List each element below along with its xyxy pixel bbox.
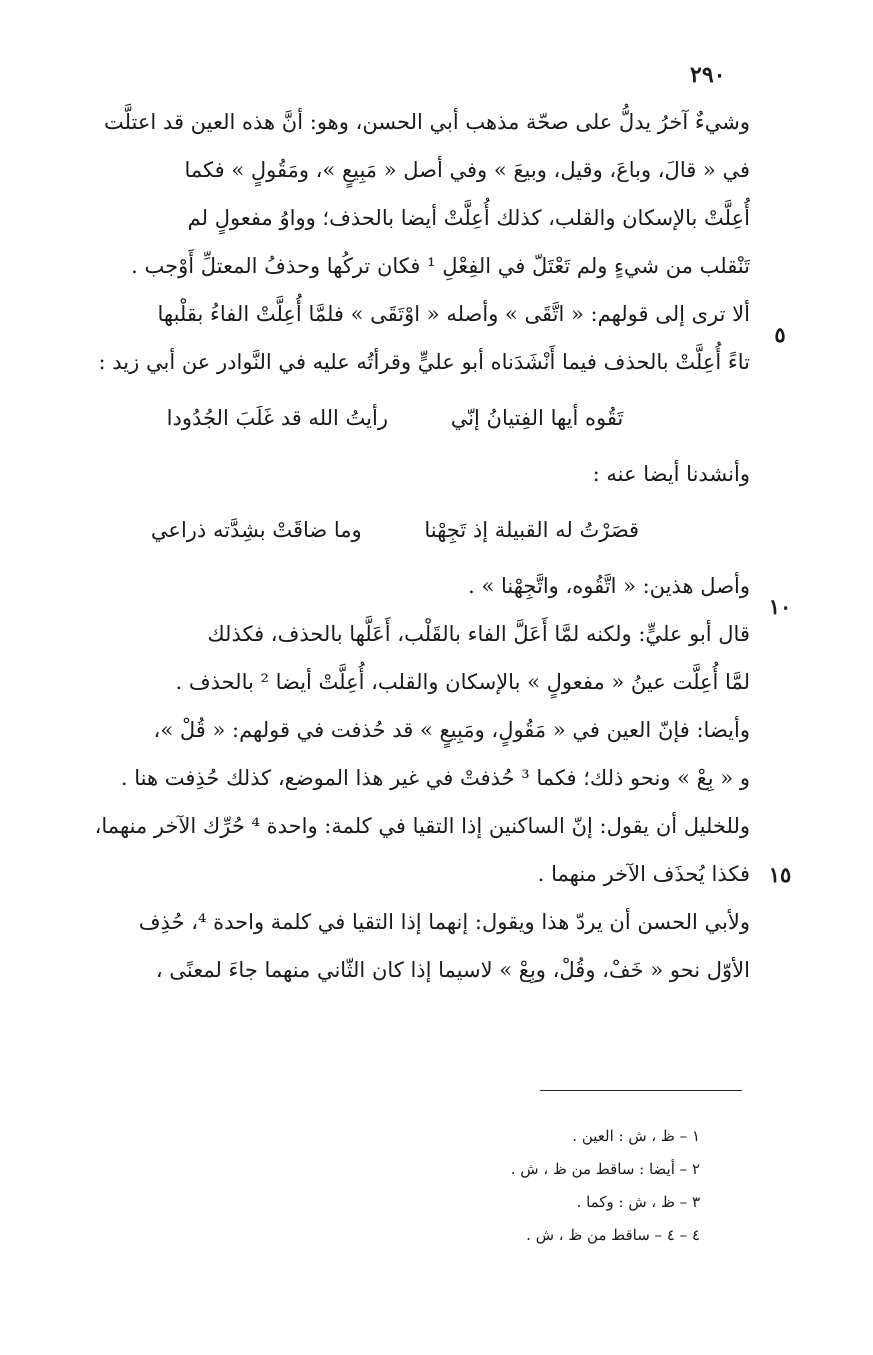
footnote-1: ١ – ظ ، ش : العين . — [572, 1127, 700, 1145]
verse-2 — [40, 498, 750, 562]
text-line: وشيءٌ آخرُ يدلُّ على صحّة مذهب أبي الحسن، وهو: أنَّ هذه العين قد اعتلَّت — [103, 110, 750, 134]
main-text — [40, 98, 750, 994]
text-line: وللخليل أن يقول: إنّ الساكنين إذا التقيا في كلمة: واحدة ⁴ حُرِّك الآخر منهما، — [94, 814, 750, 838]
line-number-15: ١٥ — [768, 862, 792, 887]
footnotes — [300, 1120, 700, 1252]
verse-2-first-hemistich: قصَرْتُ له القبيلة إذ تَجِهْنا — [424, 518, 640, 542]
text-line: ولأبي الحسن أن يردّ هذا ويقول: إنهما إذا التقيا في كلمة واحدة ⁴، حُذِف — [138, 910, 750, 934]
line-number-10: ١٠ — [768, 594, 792, 619]
footnote-4: ٤ – ٤ – ساقط من ظ ، ش . — [526, 1226, 700, 1244]
text-line: الأوّل نحو « خَفْ، وقُلْ، وبِعْ » لاسيما إذا كان الثّاني منهما جاءَ لمعنًى ، — [155, 958, 750, 982]
text-line: وأصل هذين: « اتَّقُوه، واتَّجِهْنا » . — [468, 574, 750, 598]
page-number: ٢٩٠ — [690, 62, 726, 88]
text-line: ألا ترى إلى قولهم: « اتَّقَى » وأصله « اوْتَقَى » فلمَّا أُعِلَّتْ الفاءُ بقلْبها — [157, 302, 750, 326]
footnote-2: ٢ – أيضا : ساقط من ظ ، ش . — [510, 1160, 700, 1178]
footnote-3: ٣ – ظ ، ش : وكما . — [576, 1193, 700, 1211]
verse-1-first-hemistich: تَقُوه أيها الفِتيانُ إنّي — [450, 406, 624, 430]
text-line: أُعِلَّتْ بالإسكان والقلب، كذلك أُعِلَّتْ أيضا بالحذف؛ وواوُ مفعولٍ لم — [187, 206, 750, 230]
verse-2-second-hemistich: وما ضاقَتْ بشِدَّته ذراعي — [150, 518, 362, 542]
text-line: وأنشدنا أيضا عنه : — [592, 462, 750, 486]
line-number-5: ٥ — [774, 322, 786, 347]
text-line: و « بِعْ » ونحو ذلك؛ فكما ³ حُذفتْ في غير هذا الموضع، كذلك حُذِفت هنا . — [120, 766, 750, 790]
text-line: تَنْقلب من شيءٍ ولم تَعْتَلّ في الفِعْلِ ¹ فكان تركُها وحذفُ المعتلِّ أَوْجب . — [131, 254, 750, 278]
text-line: في « قالَ، وباعَ، وقيل، وبيعَ » وفي أصل « مَبِيعٍ »، ومَقُولٍ » فكما — [184, 158, 750, 182]
text-line: لمَّا أُعِلَّت عينُ « مفعولٍ » بالإسكان والقلب، أُعِلَّتْ أيضا ² بالحذف . — [175, 670, 750, 694]
text-line: قال أبو عليٍّ: ولكنه لمَّا أَعَلَّ الفاء بالقَلْب، أَعَلَّها بالحذف، فكذلك — [207, 622, 750, 646]
footnote-separator — [540, 1090, 742, 1091]
text-line: وأيضا: فإنّ العين في « مَقُولٍ، ومَبِيعٍ » قد حُذفت في قولهم: « قُلْ »، — [153, 718, 750, 742]
verse-1-second-hemistich: رأيتُ الله قد غَلَبَ الجُدُودا — [166, 406, 388, 430]
verse-1 — [40, 386, 750, 450]
text-line: فكذا يُحذَف الآخر منهما . — [537, 862, 750, 886]
text-line: تاءً أُعِلَّتْ بالحذف فيما أَنْشَدَناه أبو عليٍّ وقرأتُه عليه في النَّوادر عن أبي زيد : — [98, 350, 750, 374]
